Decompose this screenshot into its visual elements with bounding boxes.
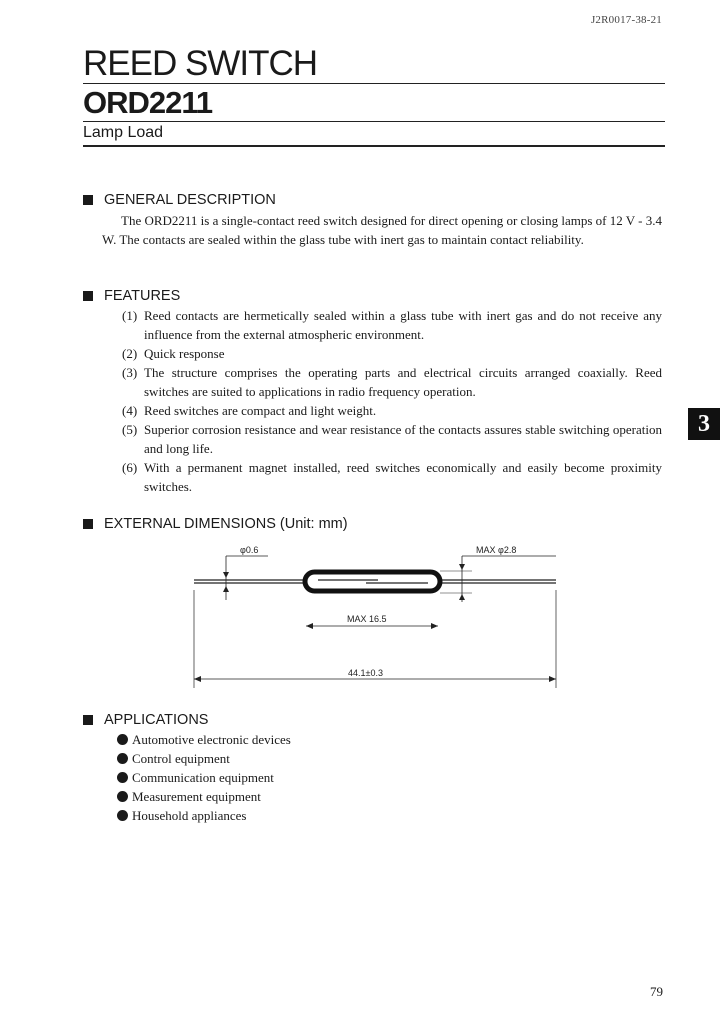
feature-item: (5) Superior corrosion resistance and wear resistance of the contacts assures stable switching operation and long life. <box>122 422 662 456</box>
glass-length-label: MAX 16.5 <box>347 614 387 624</box>
chapter-tab: 3 <box>688 408 720 440</box>
page-number: 79 <box>650 984 663 999</box>
feature-item: (2) Quick response <box>122 346 225 361</box>
list-item: Measurement equipment <box>117 787 291 806</box>
bullet-dot-icon <box>117 810 128 821</box>
list-item: Automotive electronic devices <box>117 730 291 749</box>
bullet-dot-icon <box>117 734 128 745</box>
section-heading: APPLICATIONS <box>104 712 209 728</box>
subtitle: Lamp Load <box>83 124 164 141</box>
arrow-right-icon <box>431 623 438 629</box>
bullet-dot-icon <box>117 772 128 783</box>
section-heading: GENERAL DESCRIPTION <box>104 192 276 208</box>
section-heading: EXTERNAL DIMENSIONS (Unit: mm) <box>104 516 348 532</box>
feature-item: (1) Reed contacts are hermetically sealed within a glass tube with inert gas and do not receive any influence from the external atmospheric environment. <box>122 308 662 342</box>
document-number: J2R0017-38-21 <box>590 14 662 26</box>
bullet-dot-icon <box>117 753 128 764</box>
model-number: ORD2211 <box>83 85 213 120</box>
applications-list <box>117 730 291 825</box>
arrow-left-icon <box>194 676 201 682</box>
glass-diameter-label: MAX φ2.8 <box>476 545 517 555</box>
list-item: Control equipment <box>117 749 291 768</box>
list-item: Communication equipment <box>117 768 291 787</box>
arrow-up-icon <box>459 594 465 600</box>
arrow-down-icon <box>223 572 229 578</box>
section-applications <box>83 712 208 728</box>
section-heading: FEATURES <box>104 288 181 304</box>
feature-item: (4) Reed switches are compact and light weight. <box>122 403 377 418</box>
arrow-left-icon <box>306 623 313 629</box>
description-body: The ORD2211 is a single-contact reed switch designed for direct opening or closing lamps of 12 V - 3.4 W. The contacts are sealed within the glass tube with inert gas to maintain contact reliability. <box>102 213 662 247</box>
arrow-down-icon <box>459 564 465 570</box>
arrow-right-icon <box>549 676 556 682</box>
section-bullet-icon <box>83 715 93 725</box>
glass-tube <box>305 572 440 591</box>
bullet-dot-icon <box>117 791 128 802</box>
feature-item: (3) The structure comprises the operating parts and electrical circuits arranged coaxially. Reed switches are suited to applications in radio frequency operation. <box>122 365 662 399</box>
page-title: REED SWITCH <box>83 44 317 83</box>
feature-item: (6) With a permanent magnet installed, reed switches economically and easily become proximity switches. <box>122 460 662 494</box>
list-item: Household appliances <box>117 806 291 825</box>
overall-length-label: 44.1±0.3 <box>348 668 383 678</box>
lead-diameter-label: φ0.6 <box>240 545 259 555</box>
arrow-up-icon <box>223 586 229 592</box>
